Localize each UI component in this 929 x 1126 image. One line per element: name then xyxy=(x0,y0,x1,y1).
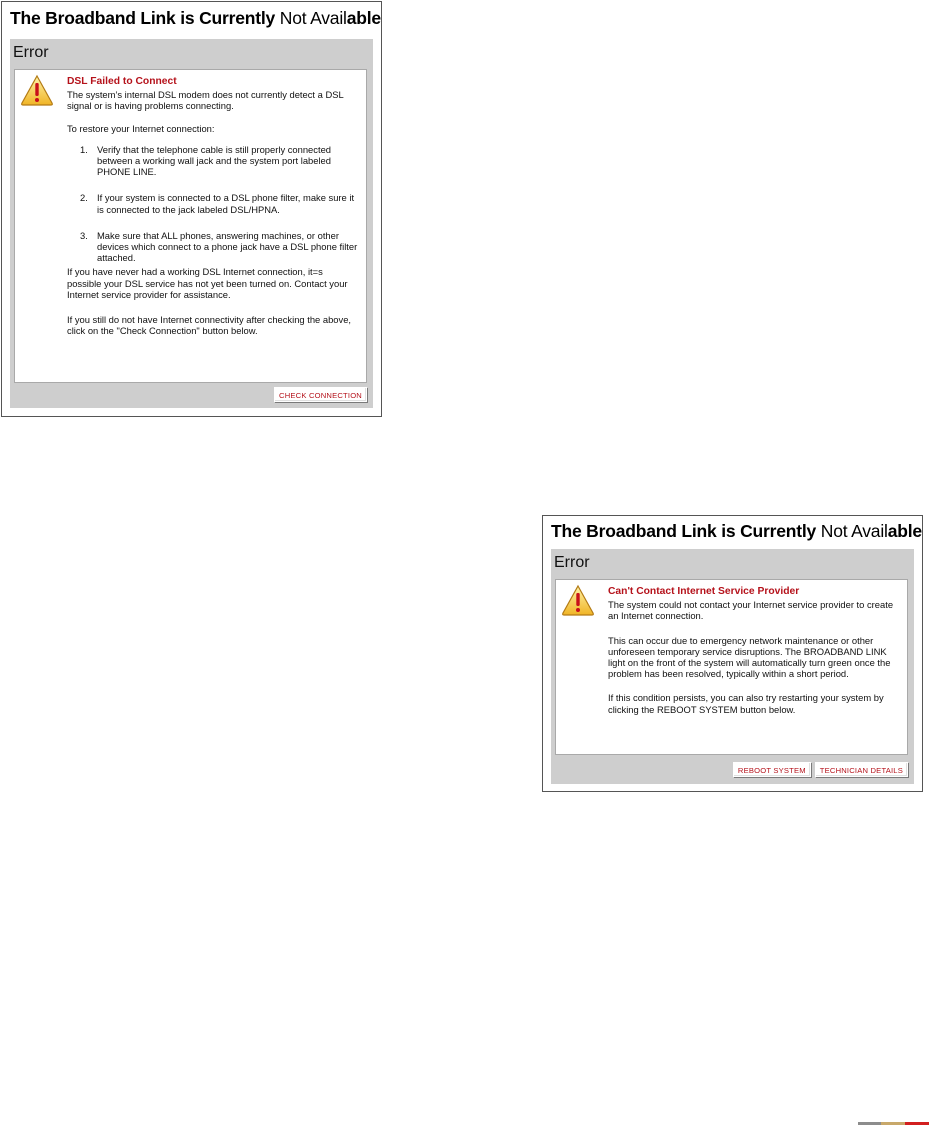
error-message xyxy=(67,76,358,336)
page-banner xyxy=(2,2,381,33)
reboot-system-button[interactable]: REBOOT SYSTEM xyxy=(733,762,811,777)
button-row xyxy=(733,762,908,777)
banner-text-bold: The Broadband Link is Currently xyxy=(10,8,276,28)
message-title: DSL Failed to Connect xyxy=(67,76,177,87)
banner-text-end: able xyxy=(346,8,381,28)
step-number: 3. xyxy=(80,229,88,241)
technician-details-button[interactable]: TECHNICIAN DETAILS xyxy=(815,762,908,777)
page-banner xyxy=(543,516,922,548)
error-message-box xyxy=(14,69,367,383)
error-message xyxy=(608,586,899,715)
never-working-text: If you have never had a working DSL Internet connection, it=s possible your DSL service has not yet been turned on. Contact your Internet service provider for assistance. xyxy=(67,266,348,300)
intro-text: The system could not contact your Internet service provider to create an Internet connection. xyxy=(608,599,894,622)
step-text: Verify that the telephone cable is still properly connected between a working wall jack and the system port labeled PHONE LINE. xyxy=(97,143,331,178)
banner-text-end: able xyxy=(887,521,922,541)
message-title: Can't Contact Internet Service Provider xyxy=(608,586,800,597)
list-item xyxy=(67,192,358,214)
footer-bar-red xyxy=(905,1122,929,1125)
banner-text-bold: The Broadband Link is Currently xyxy=(551,521,817,541)
footer-bar-gray xyxy=(858,1122,881,1125)
warning-triangle-icon xyxy=(20,74,54,106)
error-container xyxy=(551,549,914,784)
dsl-error-window xyxy=(1,1,382,417)
intro-text: The system’s internal DSL modem does not currently detect a DSL signal or is having problems connecting. xyxy=(67,89,344,112)
error-container xyxy=(10,39,373,408)
footer-bar-tan xyxy=(881,1122,905,1125)
persists-text: If this condition persists, you can also try restarting your system by clicking the REBOOT SYSTEM button below. xyxy=(608,692,884,715)
button-row xyxy=(274,387,367,402)
banner-text-light: Not Avail xyxy=(820,521,888,541)
restore-steps xyxy=(67,144,358,264)
emergency-text: This can occur due to emergency network maintenance or other unforeseen temporary service disruptions. The BROADBAND LINK light on the front of the system will automatically turn green once the problem has been resolved, typically within a short period. xyxy=(608,634,891,680)
footer-color-bars xyxy=(858,1122,929,1125)
still-no-connectivity-text: If you still do not have Internet connectivity after checking the above, click on the "Check Connection" button below. xyxy=(67,314,352,337)
list-item xyxy=(67,230,358,264)
error-heading: Error xyxy=(13,44,49,61)
restore-label: To restore your Internet connection: xyxy=(67,122,215,134)
error-heading: Error xyxy=(554,554,590,571)
check-connection-button[interactable]: CHECK CONNECTION xyxy=(274,387,367,402)
banner-text-light: Not Avail xyxy=(279,8,347,28)
error-message-box xyxy=(555,579,908,755)
warning-triangle-icon xyxy=(561,584,595,616)
list-item xyxy=(67,144,358,178)
isp-error-window xyxy=(542,515,923,792)
step-number: 1. xyxy=(80,143,88,155)
step-text: Make sure that ALL phones, answering machines, or other devices which connect to a phone jack have a DSL phone filter attached. xyxy=(97,229,358,264)
step-text: If your system is connected to a DSL phone filter, make sure it is connected to the jack labeled DSL/HPNA. xyxy=(97,192,355,215)
step-number: 2. xyxy=(80,192,88,204)
